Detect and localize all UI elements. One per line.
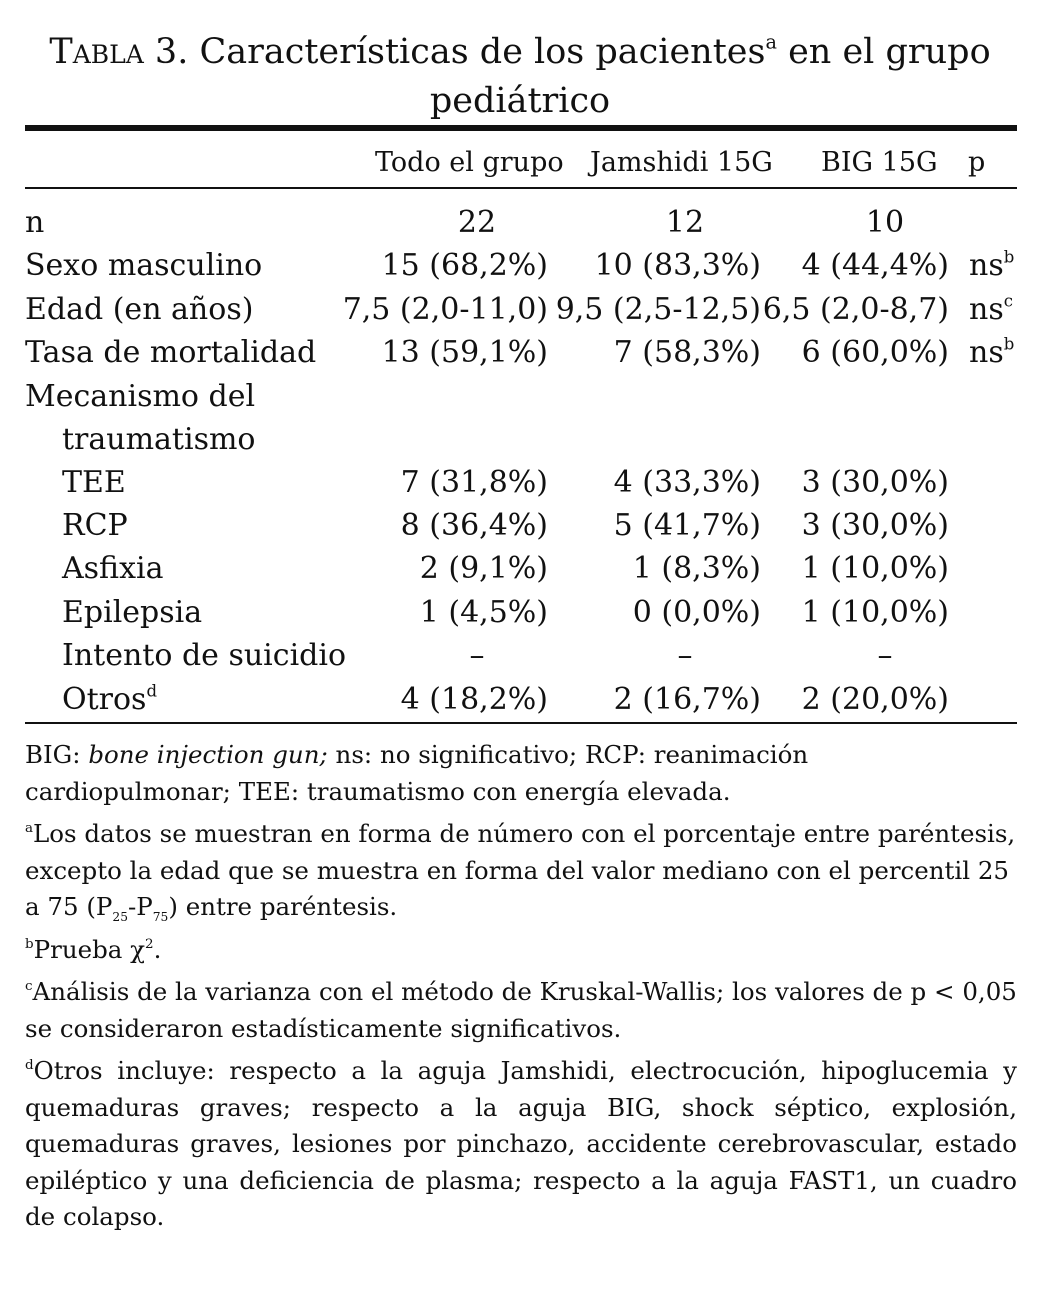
row-label-line1: Mecanismo del	[25, 378, 256, 414]
cell-big: –	[877, 638, 893, 674]
table-row	[25, 634, 1017, 677]
cell-all: 22	[457, 205, 497, 240]
title-sup: a	[765, 30, 777, 54]
table-row	[25, 375, 1017, 461]
header-jamshidi: Jamshidi 15G	[590, 147, 773, 178]
title-label: Tabla	[49, 32, 144, 72]
table-row	[25, 201, 1017, 244]
cell-jamshidi: 10 (83,3%)	[594, 248, 761, 284]
row-label: Intento de suicidio	[62, 638, 347, 674]
row-label: RCP	[62, 507, 128, 543]
table-row	[25, 461, 1017, 504]
row-label: Epilepsia	[62, 594, 203, 630]
row-label: TEE	[62, 464, 126, 500]
cell-jamshidi: –	[677, 638, 693, 674]
bottom-rule	[25, 722, 1017, 724]
cell-jamshidi: 4 (33,3%)	[613, 464, 761, 500]
cell-all: –	[469, 638, 485, 674]
table-footnotes	[25, 737, 1017, 1242]
table-row	[25, 591, 1017, 634]
cell-big: 3 (30,0%)	[801, 507, 949, 543]
footnote-abbreviations: BIG: bone injection gun; ns: no significativo; RCP: reanimación cardiopulmonar; TEE: traumatismo con energía elevada.	[25, 740, 809, 806]
cell-all: 4 (18,2%)	[400, 681, 548, 717]
footnote-a: $^a$Los datos se muestran en forma de número con el porcentaje entre paréntesis, excepto la edad que se muestra en forma del valor mediano con el percentil 25 a 75 $(P_{25}-P_{75})$ entre paréntesis.	[25, 819, 1016, 924]
cell-all: 2 (9,1%)	[419, 551, 548, 587]
table-row	[25, 331, 1017, 374]
title-text: Características de los pacientes	[199, 32, 766, 72]
row-label: Otros$^d$	[62, 681, 158, 717]
table-row	[25, 244, 1017, 287]
cell-jamshidi: 2 (16,7%)	[613, 681, 761, 717]
row-label: Edad (en años)	[25, 291, 254, 327]
row-label: Sexo masculino	[25, 248, 263, 284]
table-title	[25, 28, 1015, 126]
header-rule	[25, 187, 1017, 189]
cell-big: 10	[865, 205, 905, 240]
cell-p: $ns^c$	[969, 291, 1013, 327]
row-label: Tasa de mortalidad	[25, 335, 317, 371]
cell-all: 8 (36,4%)	[400, 507, 548, 543]
cell-jamshidi: 0 (0,0%)	[632, 594, 761, 630]
footnote-c: $^c$Análisis de la varianza con el método de Kruskal-Wallis; los valores de p < 0,05 se consideraron estadísticamente significativos.	[25, 977, 1017, 1043]
cell-jamshidi: 1 (8,3%)	[632, 551, 761, 587]
table-body	[25, 201, 1017, 721]
row-label	[25, 375, 345, 461]
cell-p: $ns^b$	[969, 248, 1015, 284]
cell-big: 1 (10,0%)	[801, 551, 949, 587]
cell-jamshidi: 7 (58,3%)	[613, 335, 761, 371]
cell-jamshidi: 9,5 (2,5-12,5)	[555, 291, 761, 327]
top-rule	[25, 125, 1017, 131]
header-big: BIG 15G	[821, 147, 938, 178]
table-row	[25, 504, 1017, 547]
footnote-b: $^b$Prueba $\chi^2$.	[25, 934, 162, 964]
title-text-end: en el grupo pediátrico	[429, 32, 991, 121]
cell-big: 6 (60,0%)	[801, 335, 949, 371]
cell-all: 1 (4,5%)	[419, 594, 548, 630]
cell-big: 2 (20,0%)	[801, 681, 949, 717]
title-number: 3.	[154, 32, 189, 72]
cell-all: 15 (68,2%)	[381, 248, 548, 284]
cell-all: 7,5 (2,0-11,0)	[342, 291, 548, 327]
cell-p: $ns^b$	[969, 334, 1015, 371]
cell-big: 1 (10,0%)	[801, 594, 949, 630]
table-row	[25, 678, 1017, 721]
footnote-d: $^d$Otros incluye: respecto a la aguja Jamshidi, electrocución, hipoglucemia y quemaduras graves; respecto a la aguja BIG, shock séptico, explosión, quemaduras graves, lesiones por pinchazo, accidente cerebrovascular, estado epiléptico y una deficiencia de plasma; respecto a la aguja FAST1, un cuadro de colapso.	[25, 1056, 1017, 1231]
cell-jamshidi: 12	[665, 205, 705, 240]
table-row	[25, 547, 1017, 590]
row-label: Asfixia	[62, 551, 164, 587]
row-label-line2: traumatismo	[62, 421, 256, 457]
cell-big: 4 (44,4%)	[801, 248, 949, 284]
cell-jamshidi: 5 (41,7%)	[613, 507, 761, 543]
cell-all: 7 (31,8%)	[400, 464, 548, 500]
header-p: p	[968, 147, 986, 178]
row-label: n	[25, 205, 45, 240]
cell-all: 13 (59,1%)	[381, 335, 548, 371]
header-all: Todo el grupo	[375, 147, 564, 178]
cell-big: 6,5 (2,0-8,7)	[762, 291, 949, 327]
cell-big: 3 (30,0%)	[801, 464, 949, 500]
table-row	[25, 288, 1017, 331]
